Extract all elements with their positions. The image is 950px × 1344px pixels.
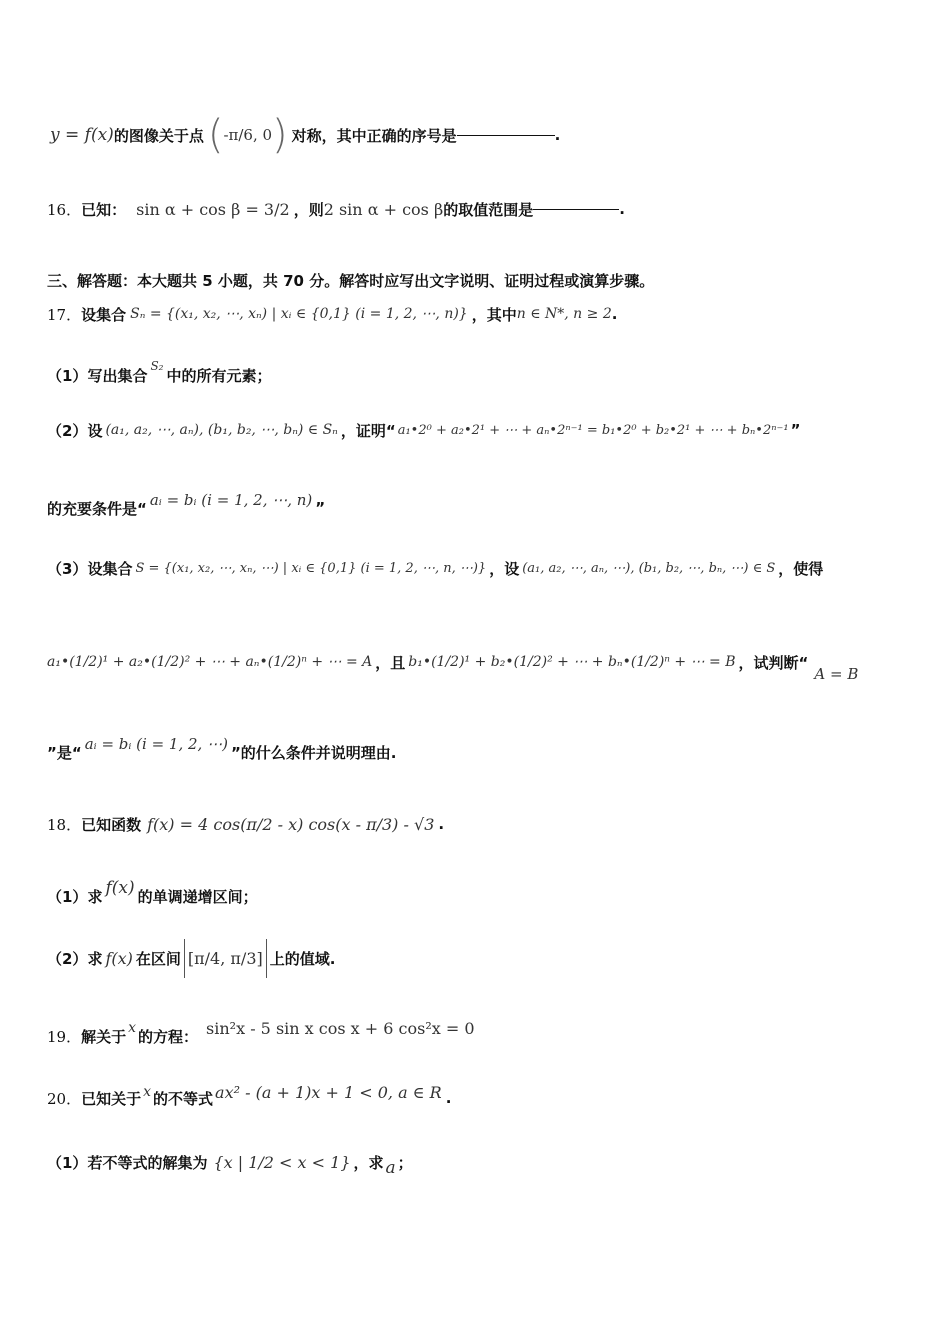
q18-end: . xyxy=(438,815,445,833)
q17-p3b-text2: ，试判断“ xyxy=(738,653,809,672)
q18-text1: 已知函数 xyxy=(81,815,142,834)
q20-line xyxy=(47,1078,950,1118)
q17-text2: ，其中 xyxy=(471,305,517,324)
q16-expr: 2 sin α + cos β xyxy=(323,199,444,219)
q17-text1: 设集合 xyxy=(81,305,127,324)
q17-part2b-line xyxy=(47,490,950,526)
q15-func: y = f(x) xyxy=(50,125,114,145)
q18-p2-text3: 上的值域. xyxy=(269,949,336,968)
q15-text1: 的图像关于点 xyxy=(113,126,204,145)
q17-end: . xyxy=(611,305,618,323)
q20-p1-end: ； xyxy=(397,1153,413,1172)
q20-text2: 的不等式 xyxy=(153,1089,214,1108)
q18-p2-f: f(x) xyxy=(105,948,133,968)
q17-p3-set: S = {(x₁, x₂, ⋯, xₙ, ⋯) | xᵢ ∈ {0,1} (i = 1, 2, ⋯, n, ⋯)} xyxy=(135,560,487,576)
q17-p3-text1: 设集合 xyxy=(87,559,133,578)
q20-p1-text1: 若不等式的解集为 xyxy=(87,1153,208,1172)
q18-p2-interval: [π/4, π/3] xyxy=(184,939,267,978)
q17-p3-text2: ，设 xyxy=(489,559,520,578)
q16-text1: 已知： xyxy=(81,200,127,219)
q18-line xyxy=(47,796,950,852)
q17-set: Sₙ = {(x₁, x₂, ⋯, xₙ) | xᵢ ∈ {0,1} (i = 1, 2, ⋯, n)} xyxy=(130,306,468,322)
q17-part2-line xyxy=(47,412,950,448)
q20-part1-line xyxy=(47,1136,950,1188)
q17-p2-tuples: (a₁, a₂, ⋯, aₙ), (b₁, b₂, ⋯, bₙ) ∈ Sₙ xyxy=(105,422,338,438)
q17-p2-text2: ，证明“ xyxy=(340,421,396,440)
q15-end: . xyxy=(554,126,561,144)
q17-p3-label: （3） xyxy=(47,559,88,578)
q19-var: x xyxy=(128,1020,137,1036)
q17-p1-label: （1） xyxy=(47,366,88,385)
q18-p2-text1: 求 xyxy=(87,949,103,968)
q17-p3-tuples: (a₁, a₂, ⋯, aₙ, ⋯), (b₁, b₂, ⋯, bₙ, ⋯) ∈ S xyxy=(522,560,776,576)
q17-p2-text3: ” xyxy=(790,421,801,439)
q16-number: 16． xyxy=(47,200,82,219)
q20-end: . xyxy=(445,1089,452,1107)
answer-blank[interactable] xyxy=(533,208,619,210)
q17-p3c-text2: ”的什么条件并说明理由. xyxy=(230,743,397,762)
q18-part1-line xyxy=(47,876,950,916)
q17-p2b-text2: ” xyxy=(315,499,326,517)
q17-p1-set: S₂ xyxy=(150,359,164,373)
q16-text2: ，则 xyxy=(293,200,324,219)
q15-point: ( -π/6, 0 ) xyxy=(207,112,288,158)
q17-p3c-text1: ”是“ xyxy=(47,743,82,762)
q17-p1-text1: 写出集合 xyxy=(87,366,148,385)
q20-p1-label: （1） xyxy=(47,1153,88,1172)
q20-text1: 已知关于 xyxy=(81,1089,142,1108)
q17-p2-label: （2） xyxy=(47,421,88,440)
section-heading-text: 三、解答题：本大题共 5 小题，共 70 分。解答时应写出文字说明、证明过程或演算步骤。 xyxy=(47,272,655,290)
q17-p3b-AB: A = B xyxy=(814,665,859,683)
q17-cond: n ∈ N*, n ≥ 2 xyxy=(516,306,612,322)
q18-p1-text1: 求 xyxy=(87,887,103,906)
q18-number: 18． xyxy=(47,815,82,834)
q18-p2-label: （2） xyxy=(47,949,88,968)
q18-p1-f: f(x) xyxy=(105,878,135,898)
q17-number: 17． xyxy=(47,305,82,324)
q19-text1: 解关于 xyxy=(81,1027,127,1046)
q17-part1-line xyxy=(47,360,950,390)
q18-p1-label: （1） xyxy=(47,887,88,906)
q15-tail-line xyxy=(50,110,950,160)
q20-p1-text2: ，求 xyxy=(353,1153,384,1172)
q16-line xyxy=(47,186,950,232)
q17-p2-text1: 设 xyxy=(87,421,103,440)
q17-line xyxy=(47,296,950,332)
answer-blank[interactable] xyxy=(457,134,555,136)
q20-p1-var: a xyxy=(385,1158,396,1178)
q17-p2b-text1: 的充要条件是“ xyxy=(47,499,147,518)
q18-p1-text2: 的单调递增区间； xyxy=(137,887,258,906)
q19-eq: sin²x - 5 sin x cos x + 6 cos²x = 0 xyxy=(206,1018,475,1038)
q17-p3b-text1: ，且 xyxy=(375,653,406,672)
q17-part3-line xyxy=(47,548,950,588)
q15-text2: 对称，其中正确的序号是 xyxy=(291,126,457,145)
q17-p2-eq: a₁•2⁰ + a₂•2¹ + ⋯ + aₙ•2ⁿ⁻¹ = b₁•2⁰ + b₂•2¹ + ⋯ + bₙ•2ⁿ⁻¹ xyxy=(397,422,789,438)
q15-point-value: -π/6, 0 xyxy=(223,126,273,144)
q20-number: 20． xyxy=(47,1089,82,1108)
q16-cond: sin α + cos β = 3/2 xyxy=(136,199,290,219)
q17-p3-text3: ，使得 xyxy=(778,559,824,578)
section-heading xyxy=(47,270,950,291)
q19-line xyxy=(47,1016,950,1056)
q18-p2-text2: 在区间 xyxy=(135,949,181,968)
q17-part3c-line xyxy=(47,734,950,770)
q17-part3b-line xyxy=(47,636,950,688)
q19-text2: 的方程： xyxy=(138,1027,199,1046)
q17-p3b-eqA: a₁•(1/2)¹ + a₂•(1/2)² + ⋯ + aₙ•(1/2)ⁿ + ⋯ = A xyxy=(47,654,373,670)
q16-end: . xyxy=(619,200,625,218)
q20-var: x xyxy=(143,1084,152,1100)
q17-p3b-eqB: b₁•(1/2)¹ + b₂•(1/2)² + ⋯ + bₙ•(1/2)ⁿ + ⋯ = B xyxy=(408,654,736,670)
q19-number: 19． xyxy=(47,1027,82,1046)
q18-part2-line xyxy=(47,932,950,984)
q16-text3: 的取值范围是 xyxy=(443,200,534,219)
q20-p1-set: {x | 1/2 < x < 1} xyxy=(213,1152,351,1172)
q20-ineq: ax² - (a + 1)x + 1 < 0, a ∈ R xyxy=(215,1082,442,1102)
q18-func: f(x) = 4 cos(π/2 - x) cos(x - π/3) - √3 xyxy=(147,814,435,834)
q17-p3c-eq: aᵢ = bᵢ (i = 1, 2, ⋯) xyxy=(84,735,228,753)
q17-p1-text2: 中的所有元素； xyxy=(166,366,272,385)
q17-p2b-eq: aᵢ = bᵢ (i = 1, 2, ⋯, n) xyxy=(149,491,313,509)
